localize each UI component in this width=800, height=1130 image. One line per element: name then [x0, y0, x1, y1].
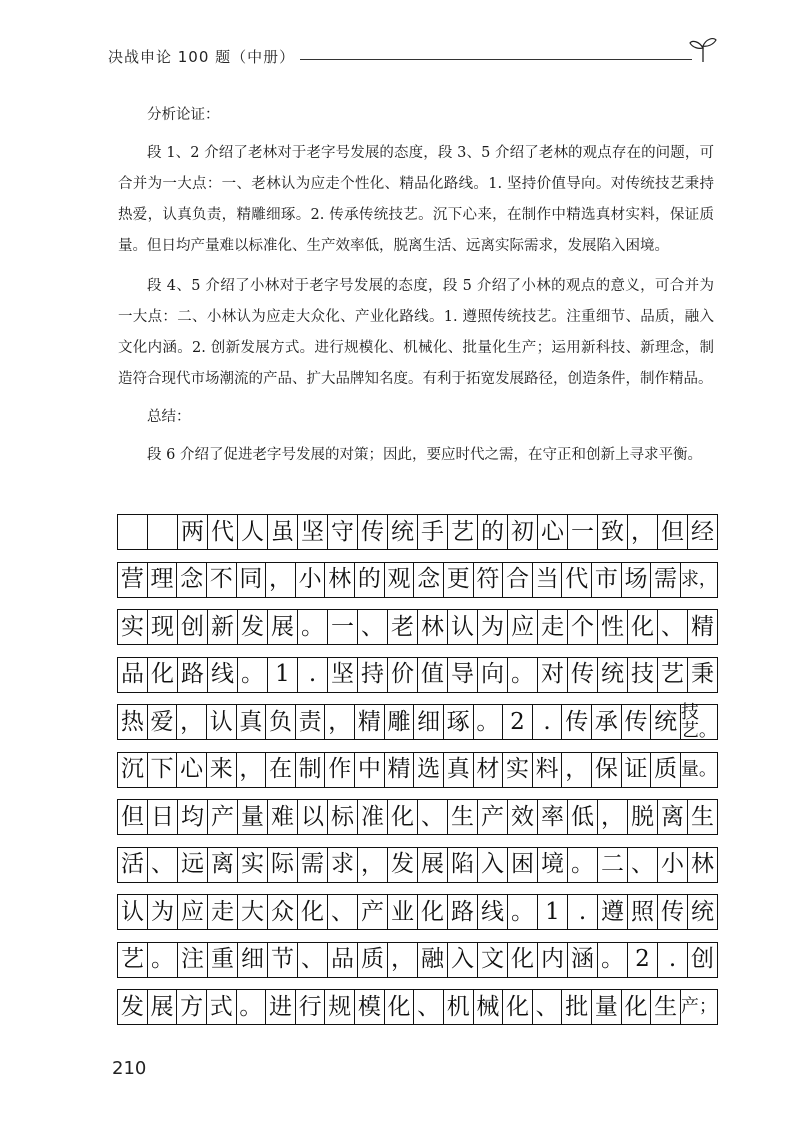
grid-cell: 精: [355, 705, 385, 739]
grid-cell: 日: [148, 800, 178, 834]
grid-cell: 承: [592, 705, 622, 739]
grid-cell: 对: [538, 658, 568, 692]
grid-cell: 为: [148, 895, 178, 929]
grid-cell: 持: [358, 658, 388, 692]
grid-row: [117, 562, 718, 598]
grid-cell: 性: [598, 610, 628, 644]
grid-cell: .: [658, 943, 688, 977]
grid-cell: 以: [298, 800, 328, 834]
grid-cell: 展: [418, 848, 448, 882]
grid-cell: 统: [388, 515, 418, 549]
grid-cell: .: [533, 705, 563, 739]
grid-cell: 的: [478, 515, 508, 549]
grid-cell: 际: [268, 848, 298, 882]
grid-cell: 准: [358, 800, 388, 834]
grid-cell: 路: [448, 895, 478, 929]
grid-cell: 一: [568, 515, 598, 549]
grid-cell: 难: [268, 800, 298, 834]
grid-cell: 内: [538, 943, 568, 977]
grid-cell: 创: [691, 946, 714, 972]
grid-cell: 量: [592, 990, 622, 1024]
grid-cell: 统: [598, 658, 628, 692]
grid-cell: 、: [358, 610, 388, 644]
grid-cell: 境: [538, 848, 568, 882]
grid-cell: 沉: [118, 753, 148, 787]
grid-cell: 模: [355, 990, 385, 1024]
grid-cell: ，: [266, 563, 296, 597]
grid-cell: 2: [628, 943, 658, 977]
grid-cell: 传: [358, 515, 388, 549]
grid-cell: 认: [118, 895, 148, 929]
grid-cell: 符: [474, 563, 504, 597]
grid-cell: ，: [562, 753, 592, 787]
grid-cell: 远: [178, 848, 208, 882]
grid-cell: 质: [651, 753, 681, 787]
grid-cell: 标: [328, 800, 358, 834]
grid-cell: 当: [533, 563, 563, 597]
grid-cell: 实: [238, 848, 268, 882]
grid-cell: 量。: [680, 758, 717, 780]
grid-cell: 发: [118, 990, 148, 1024]
grid-cell: 精: [691, 613, 714, 640]
grid-cell: 1: [538, 895, 568, 929]
grid-cell: ，: [388, 943, 418, 977]
grid-cell: 需: [298, 848, 328, 882]
grid-cell: 心: [538, 515, 568, 549]
grid-cell: 展: [268, 610, 298, 644]
grid-cell: 艺: [448, 515, 478, 549]
grid-cell: 脱: [628, 800, 658, 834]
grid-cell: 艺: [118, 943, 148, 977]
grid-cell: 实: [503, 753, 533, 787]
grid-cell: 。: [238, 658, 268, 692]
grid-cell: 坚: [298, 515, 328, 549]
grid-cell: ，: [628, 515, 658, 549]
grid-cell: 生: [651, 990, 681, 1024]
grid-cell: 化: [385, 990, 415, 1024]
grid-cell: 。: [508, 658, 538, 692]
grid-cell: 。: [237, 990, 267, 1024]
grid-cell: 的: [355, 563, 385, 597]
grid-cell: 为: [478, 610, 508, 644]
book-title: 决战申论 100 题（中册）: [108, 48, 296, 66]
grid-cell: 众: [268, 895, 298, 929]
grid-cell: 不: [207, 563, 237, 597]
grid-row: [117, 514, 718, 550]
grid-row: [117, 752, 718, 788]
grid-cell: 化: [388, 800, 418, 834]
grid-cell: 化: [298, 895, 328, 929]
grid-cell: 业: [388, 895, 418, 929]
grid-cell: 制: [296, 753, 326, 787]
grid-cell: 负: [266, 705, 296, 739]
grid-cell: 应: [178, 895, 208, 929]
grid-cell: 质: [358, 943, 388, 977]
grid-cell: 传: [562, 705, 592, 739]
grid-cell: 走: [208, 895, 238, 929]
grid-cell: 守: [328, 515, 358, 549]
grid-cell: 二: [598, 848, 628, 882]
grid-cell: 走: [538, 610, 568, 644]
grid-cell: 林: [325, 563, 355, 597]
grid-cell: 节: [268, 943, 298, 977]
grid-cell: 虽: [268, 515, 298, 549]
grid-cell: 重: [208, 943, 238, 977]
grid-cell: 入: [448, 943, 478, 977]
grid-cell: 精: [385, 753, 415, 787]
grid-cell: 更: [444, 563, 474, 597]
grid-cell: 均: [178, 800, 208, 834]
grid-cell: 选: [414, 753, 444, 787]
grid-cell: 林: [691, 851, 714, 877]
grid-cell: 艺: [658, 658, 688, 692]
grid-cell: 场: [622, 563, 652, 597]
grid-cell: 、: [148, 848, 178, 882]
grid-cell: 念: [177, 563, 207, 597]
grid-cell: 陷: [448, 848, 478, 882]
grid-cell: 生: [448, 800, 478, 834]
paragraph-1: 段 1、2 介绍了老林对于老字号发展的态度，段 3、5 介绍了老林的观点存在的问题，可合并为一大点：一、老林认为应走个性化、精品化路线。1. 坚持价值导向。对传统技艺秉持热爱，认真负责，精雕细琢。2. 传承传统技艺。沉下心来，在制作中精选真材实料，保证质量。但日均产量难以标准化、生产效率低，脱离生活、远离实际需求，发展陷入困境。: [118, 145, 714, 254]
grid-cell: 传: [568, 658, 598, 692]
grid-cell: 化: [148, 658, 178, 692]
grid-cell: ，: [358, 848, 388, 882]
grid-cell: 、: [328, 895, 358, 929]
grid-cell: 规: [325, 990, 355, 1024]
grid-cell: 困: [508, 848, 538, 882]
grid-cell: 式: [207, 990, 237, 1024]
grid-cell: ，: [237, 753, 267, 787]
grid-row: [117, 942, 718, 978]
grid-cell: 进: [266, 990, 296, 1024]
grid-cell: 雕: [385, 705, 415, 739]
grid-cell: 展: [148, 990, 178, 1024]
page-header: [108, 46, 718, 70]
grid-cell: 。: [148, 943, 178, 977]
header-rule: [300, 59, 692, 60]
grid-cell: 两: [178, 515, 208, 549]
grid-cell: 作: [325, 753, 355, 787]
analysis-body: [118, 100, 714, 471]
grid-cell: 融: [418, 943, 448, 977]
grid-cell: 械: [474, 990, 504, 1024]
grid-cell: 材: [474, 753, 504, 787]
grid-row: [117, 989, 718, 1025]
grid-cell: 经: [691, 518, 714, 545]
grid-cell: 热: [118, 705, 148, 739]
grid-cell: 但: [118, 800, 148, 834]
grid-cell: .: [568, 895, 598, 929]
sprout-icon: [688, 34, 718, 64]
grid-cell: 低: [568, 800, 598, 834]
grid-cell: 量: [238, 800, 268, 834]
grid-cell: 真: [444, 753, 474, 787]
grid-row: [117, 894, 718, 930]
grid-cell: ，: [598, 800, 628, 834]
grid-cell: 线: [478, 895, 508, 929]
grid-cell: 合: [503, 563, 533, 597]
grid-cell: 方: [177, 990, 207, 1024]
grid-cell: 保: [592, 753, 622, 787]
grid-cell: 产: [208, 800, 238, 834]
grid-cell: 发: [388, 848, 418, 882]
grid-cell: 市: [592, 563, 622, 597]
grid-cell: 注: [178, 943, 208, 977]
grid-row: [117, 847, 718, 883]
grid-cell: 现: [148, 610, 178, 644]
grid-cell: 理: [148, 563, 178, 597]
grid-cell: 致: [598, 515, 628, 549]
grid-cell: 、: [533, 990, 563, 1024]
grid-cell: 求，: [680, 568, 717, 590]
grid-cell: 新: [208, 610, 238, 644]
grid-cell: 认: [448, 610, 478, 644]
grid-cell: 遵: [598, 895, 628, 929]
grid-cell: 应: [508, 610, 538, 644]
grid-row: [117, 799, 718, 835]
grid-cell: 文: [478, 943, 508, 977]
grid-cell: 来: [207, 753, 237, 787]
grid-cell: 离: [208, 848, 238, 882]
grid-cell: 实: [118, 610, 148, 644]
grid-cell: 大: [238, 895, 268, 929]
grid-cell: 观: [385, 563, 415, 597]
grid-cell: 中: [355, 753, 385, 787]
grid-cell: 秉: [691, 661, 714, 687]
grid-cell: 需: [651, 563, 681, 597]
grid-cell: 求: [328, 848, 358, 882]
grid-cell: 营: [118, 563, 148, 597]
grid-cell: 初: [508, 515, 538, 549]
grid-cell: 技: [628, 658, 658, 692]
grid-cell: 2: [503, 705, 533, 739]
grid-cell: 责: [296, 705, 326, 739]
grid-cell: 料: [533, 753, 563, 787]
grid-cell: 化: [508, 943, 538, 977]
grid-row: [117, 609, 718, 645]
grid-cell: 活: [118, 848, 148, 882]
grid-cell: 老: [388, 610, 418, 644]
grid-cell: 。: [598, 943, 628, 977]
grid-cell: 人: [238, 515, 268, 549]
grid-cell: 品: [118, 658, 148, 692]
grid-cell: 念: [414, 563, 444, 597]
grid-cell: 认: [207, 705, 237, 739]
grid-cell: 传: [622, 705, 652, 739]
grid-cell: 代: [208, 515, 238, 549]
grid-cell: 。: [508, 895, 538, 929]
grid-cell: 证: [622, 753, 652, 787]
grid-row: [117, 704, 718, 740]
grid-cell: 、: [418, 800, 448, 834]
paragraph-3: 段 6 介绍了促进老字号发展的对策；因此，要应时代之需，在守正和创新上寻求平衡。: [147, 447, 702, 463]
grid-cell: 同: [237, 563, 267, 597]
grid-cell: 、: [628, 848, 658, 882]
grid-cell: 心: [177, 753, 207, 787]
page-number: 210: [112, 1058, 147, 1079]
grid-cell: 林: [418, 610, 448, 644]
grid-cell: 一: [328, 610, 358, 644]
grid-cell: 个: [568, 610, 598, 644]
analysis-label: 分析论证：: [147, 107, 220, 123]
grid-cell: 离: [658, 800, 688, 834]
grid-cell: 细: [414, 705, 444, 739]
grid-cell: 向: [478, 658, 508, 692]
grid-cell: 、: [298, 943, 328, 977]
grid-cell: 效: [508, 800, 538, 834]
grid-cell: 路: [178, 658, 208, 692]
grid-cell: 代: [562, 563, 592, 597]
grid-cell: 机: [444, 990, 474, 1024]
grid-cell: 坚: [328, 658, 358, 692]
grid-cell: 在: [266, 753, 296, 787]
grid-cell: 。: [298, 610, 328, 644]
grid-cell: ，: [325, 705, 355, 739]
summary-label: 总结：: [147, 409, 191, 425]
grid-cell: 产；: [680, 996, 717, 1017]
grid-cell: 批: [562, 990, 592, 1024]
grid-cell: 化: [622, 990, 652, 1024]
grid-cell: 化: [418, 895, 448, 929]
grid-cell: 入: [478, 848, 508, 882]
grid-cell: 产: [358, 895, 388, 929]
grid-cell: 创: [178, 610, 208, 644]
grid-cell: [148, 515, 178, 549]
grid-cell: 细: [238, 943, 268, 977]
grid-cell: 率: [538, 800, 568, 834]
grid-cell: 爱: [148, 705, 178, 739]
grid-cell: 、: [658, 610, 688, 644]
grid-cell: 行: [296, 990, 326, 1024]
grid-cell: 1: [268, 658, 298, 692]
grid-cell: 涵: [568, 943, 598, 977]
grid-cell: 导: [448, 658, 478, 692]
grid-cell: 下: [148, 753, 178, 787]
grid-cell: 小: [658, 848, 688, 882]
grid-cell: 技艺。: [680, 702, 717, 741]
grid-cell: 。: [474, 705, 504, 739]
grid-cell: 统: [651, 705, 681, 739]
grid-cell: 线: [208, 658, 238, 692]
grid-cell: ，: [177, 705, 207, 739]
grid-row: [117, 657, 718, 693]
grid-cell: .: [298, 658, 328, 692]
grid-cell: 真: [237, 705, 267, 739]
grid-cell: 值: [418, 658, 448, 692]
grid-cell: 产: [478, 800, 508, 834]
grid-cell: 但: [658, 515, 688, 549]
paragraph-2: 段 4、5 介绍了小林对于老字号发展的态度，段 5 介绍了小林的观点的意义，可合并为一大点：二、小林认为应走大众化、产业化路线。1. 遵照传统技艺。注重细节、品质，融入文化内涵。2. 创新发展方式。进行规模化、机械化、批量化生产；运用新科技、新理念，制造符合现代市场潮流的产品、扩大品牌知名度。有利于拓宽发展路径，创造条件，制作精品。: [118, 278, 714, 387]
grid-cell: 传: [658, 895, 688, 929]
grid-cell: 化: [503, 990, 533, 1024]
grid-cell: 小: [296, 563, 326, 597]
grid-cell: 品: [328, 943, 358, 977]
grid-cell: [118, 515, 148, 549]
grid-cell: 化: [628, 610, 658, 644]
grid-cell: 。: [568, 848, 598, 882]
grid-cell: 、: [414, 990, 444, 1024]
grid-cell: 价: [388, 658, 418, 692]
grid-cell: 生: [691, 803, 714, 830]
grid-cell: 统: [691, 898, 714, 925]
grid-cell: 琢: [444, 705, 474, 739]
grid-cell: 发: [238, 610, 268, 644]
grid-cell: 手: [418, 515, 448, 549]
grid-cell: 照: [628, 895, 658, 929]
